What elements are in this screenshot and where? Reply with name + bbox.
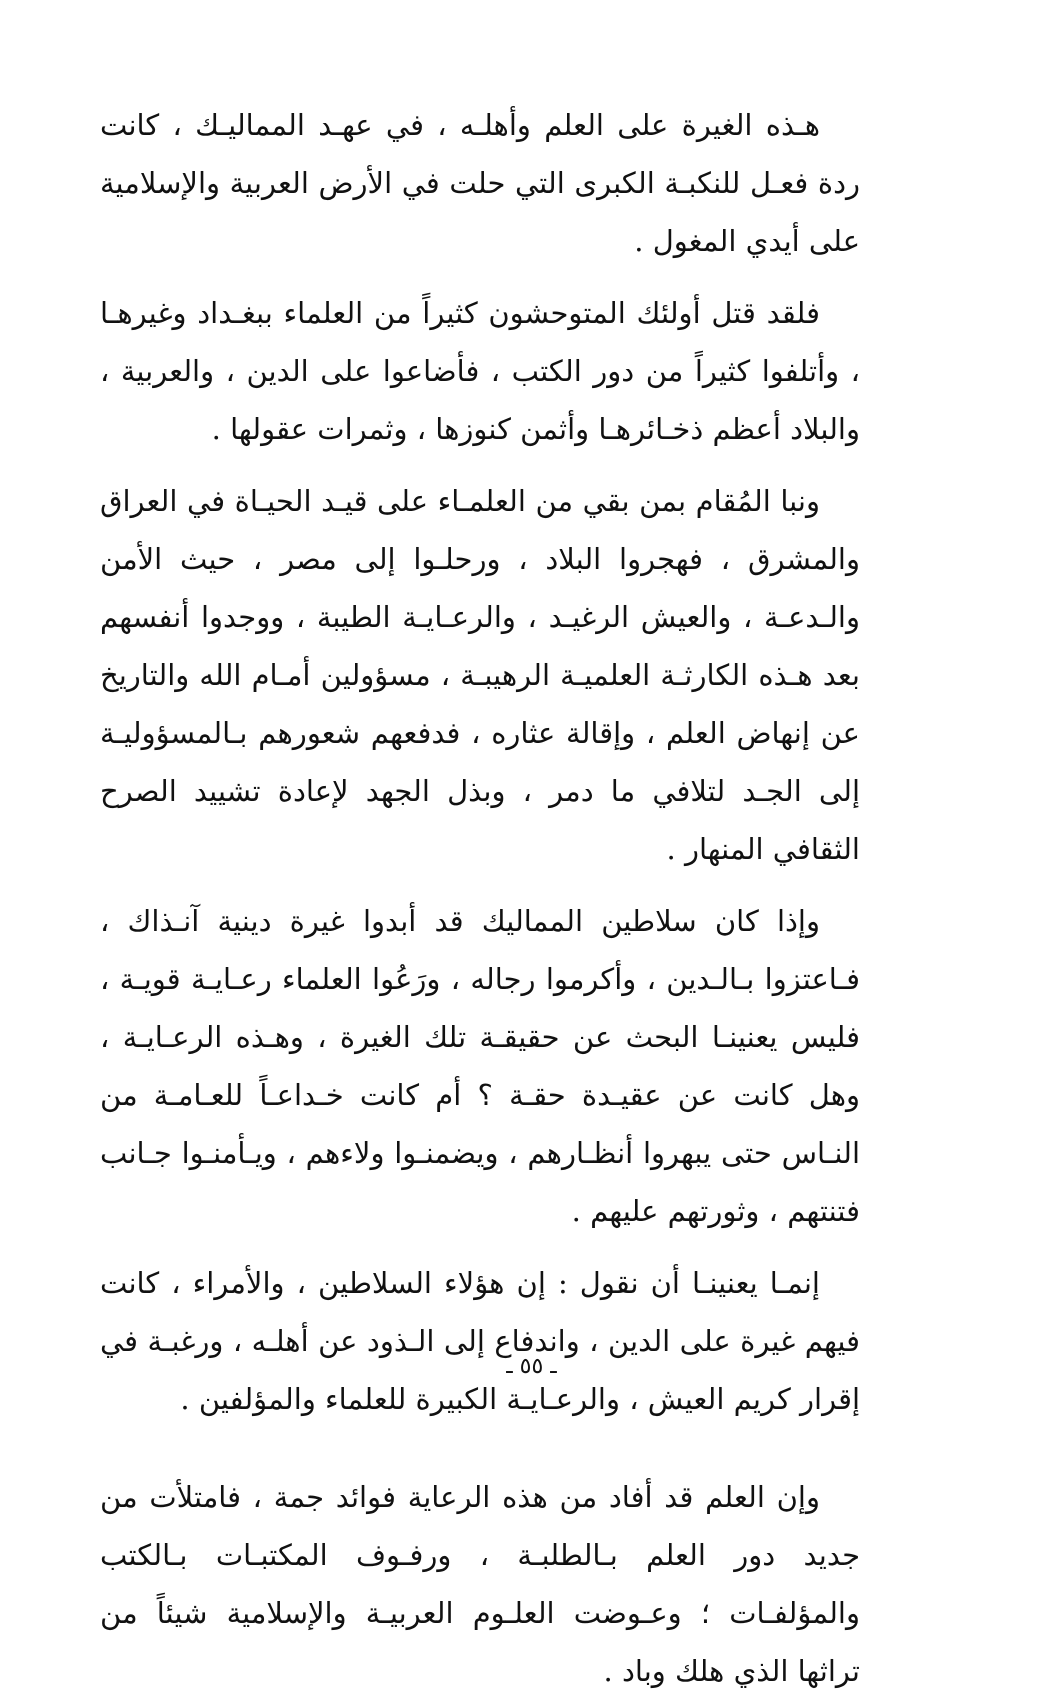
body-text bbox=[100, 96, 860, 1700]
paragraph-2: فلقد قتل أولئك المتوحشون كثيراً من العلماء ببغـداد وغيرهـا ، وأتلفوا كثيراً من دور الكتب ، فأضاعوا على الدين ، والعربية ، والبلاد أعظم ذخـائرهـا وأثمن كنوزها ، وثمرات عقولها . bbox=[100, 296, 860, 446]
page-number: ـ ٥٥ ـ bbox=[506, 1354, 557, 1379]
paragraph-1: هـذه الغيرة على العلم وأهلـه ، في عهـد المماليـك ، كانت ردة فعـل للنكبـة الكبرى التي حلت في الأرض العربية والإسلامية على أيدي المغول . bbox=[100, 108, 860, 258]
paragraph-3: ونبا المُقام بمن بقي من العلمـاء على قيـد الحيـاة في العراق والمشرق ، فهجروا البلاد ، ورحلـوا إلى مصر ، حيث الأمن والـدعـة ، والعيش الرغيـد ، والرعـايـة الطيبة ، ووجدوا أنفسهم بعد هـذه الكارثـة العلميـة الرهيبـة ، مسؤولين أمـام الله والتاريخ عن إنهاض العلم ، وإقالة عثاره ، فدفعهم شعورهم بـالمسؤوليـة إلى الجـد لتلافي ما دمر ، وبذل الجهد لإعادة تشييد الصرح الثقافي المنهار . bbox=[100, 484, 860, 866]
paragraph-5: إنمـا يعنينـا أن نقول : إن هؤلاء السلاطين ، والأمراء ، كانت فيهم غيرة على الدين ، واندفاع إلى الـذود عن أهلـه ، ورغبـة في إقرار كريم العيش ، والرعـايـة الكبيرة للعلماء والمؤلفين . bbox=[100, 1266, 860, 1416]
paragraph-4: وإذا كان سلاطين المماليك قد أبدوا غيرة دينية آنـذاك ، فـاعتزوا بـالـدين ، وأكرموا رجاله ، ورَعُوا العلماء رعـايـة قويـة ، فليس يعنينـا البحث عن حقيقـة تلك الغيرة ، وهـذه الرعـايـة ، وهل كانت عن عقيـدة حقـة ؟ أم كانت خـداعـاً للعـامـة من النـاس حتى يبهروا أنظـارهم ، ويضمنـوا ولاءهم ، ويـأمنـوا جـانب فتنتهم ، وثورتهم عليهم . bbox=[100, 904, 860, 1228]
paragraph-6: وإن العلم قد أفاد من هذه الرعاية فوائد جمة ، فامتلأت من جديد دور العلم بـالطلبـة ، ورفـوف المكتبـات بـالكتب والمؤلفـات ؛ وعـوضت العلـوم العربيـة والإسلامية شيئاً من تراثها الذي هلك وباد . bbox=[100, 1480, 860, 1688]
